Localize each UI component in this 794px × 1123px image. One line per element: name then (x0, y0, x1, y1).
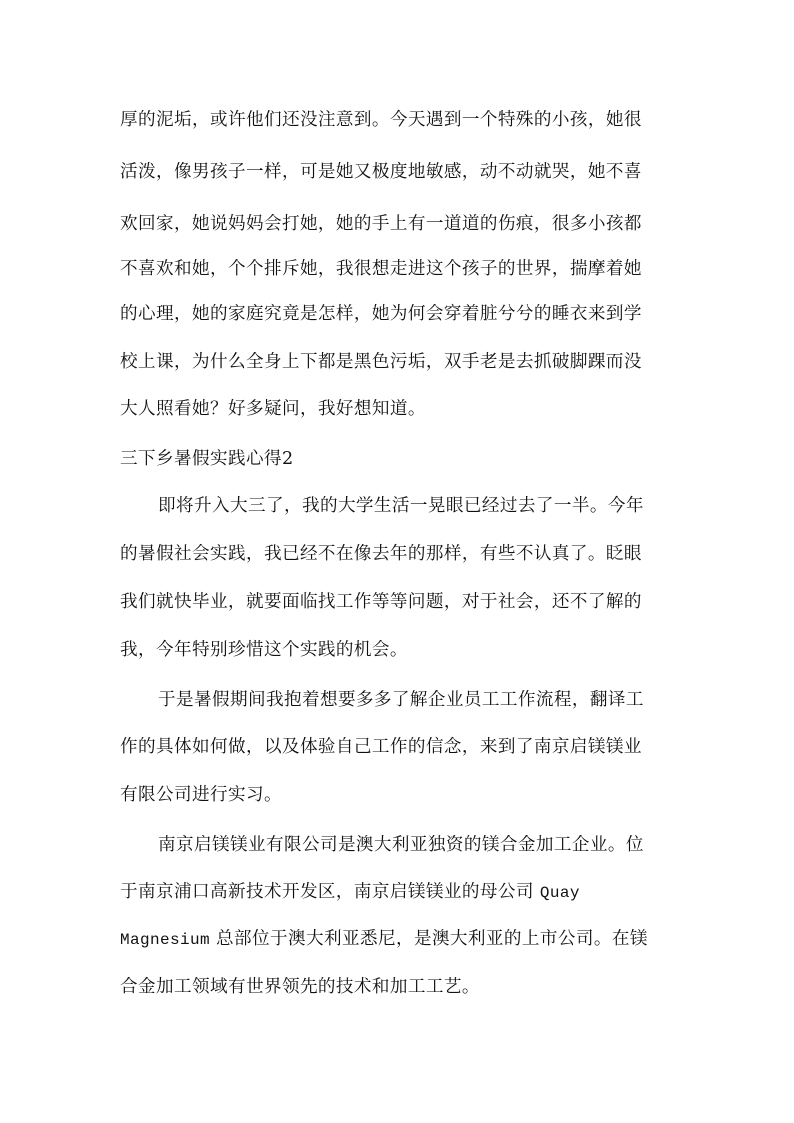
paragraph-1-line-4: 不喜欢和她，个个排斥她，我很想走进这个孩子的世界，揣摩着她 (120, 259, 642, 279)
section-heading: 三下乡暑假实践心得2 (120, 449, 294, 469)
paragraph-3-line-1: 于是暑假期间我抱着想要多多了解企业员工工作流程，翻译工 (158, 690, 644, 710)
paragraph-1-line-7: 大人照看她？好多疑问，我好想知道。 (120, 399, 426, 419)
paragraph-4-line-2 (120, 880, 580, 905)
paragraph-4-line-3-latin: Magnesium (120, 931, 211, 949)
paragraph-1-line-3: 欢回家，她说妈妈会打她，她的手上有一道道的伤痕，很多小孩都 (120, 214, 642, 234)
paragraph-4-line-2-latin: Quay (539, 884, 580, 902)
paragraph-3-line-3: 有限公司进行实习。 (120, 785, 282, 805)
paragraph-1-line-1: 厚的泥垢，或许他们还没注意到。今天遇到一个特殊的小孩，她很 (120, 110, 642, 130)
paragraph-1-line-6: 校上课，为什么全身上下都是黑色污垢，双手老是去抓破脚踝而没 (120, 352, 642, 372)
paragraph-4-line-3 (120, 927, 648, 952)
paragraph-2-line-4: 我，今年特别珍惜这个实践的机会。 (120, 640, 408, 660)
paragraph-3-line-2: 作的具体如何做，以及体验自己工作的信念，来到了南京启镁镁业 (120, 737, 642, 757)
paragraph-1-line-2: 活泼，像男孩子一样，可是她又极度地敏感，动不动就哭，她不喜 (120, 162, 642, 182)
paragraph-2-line-3: 我们就快毕业，就要面临找工作等等问题，对于社会，还不了解的 (120, 592, 642, 612)
paragraph-1-line-5: 的心理，她的家庭究竟是怎样，她为何会穿着脏兮兮的睡衣来到学 (120, 304, 642, 324)
paragraph-2-line-2: 的暑假社会实践，我已经不在像去年的那样，有些不认真了。眨眼 (120, 544, 642, 564)
paragraph-2-line-1: 即将升入大三了，我的大学生活一晃眼已经过去了一半。今年 (158, 496, 644, 516)
paragraph-4-line-1: 南京启镁镁业有限公司是澳大利亚独资的镁合金加工企业。位 (158, 835, 644, 855)
paragraph-4-line-4: 合金加工领域有世界领先的技术和加工工艺。 (120, 977, 480, 997)
paragraph-4-line-3-text: 总部位于澳大利亚悉尼，是澳大利亚的上市公司。在镁 (216, 929, 648, 949)
paragraph-4-line-2-text: 于南京浦口高新技术开发区，南京启镁镁业的母公司 (120, 882, 534, 902)
